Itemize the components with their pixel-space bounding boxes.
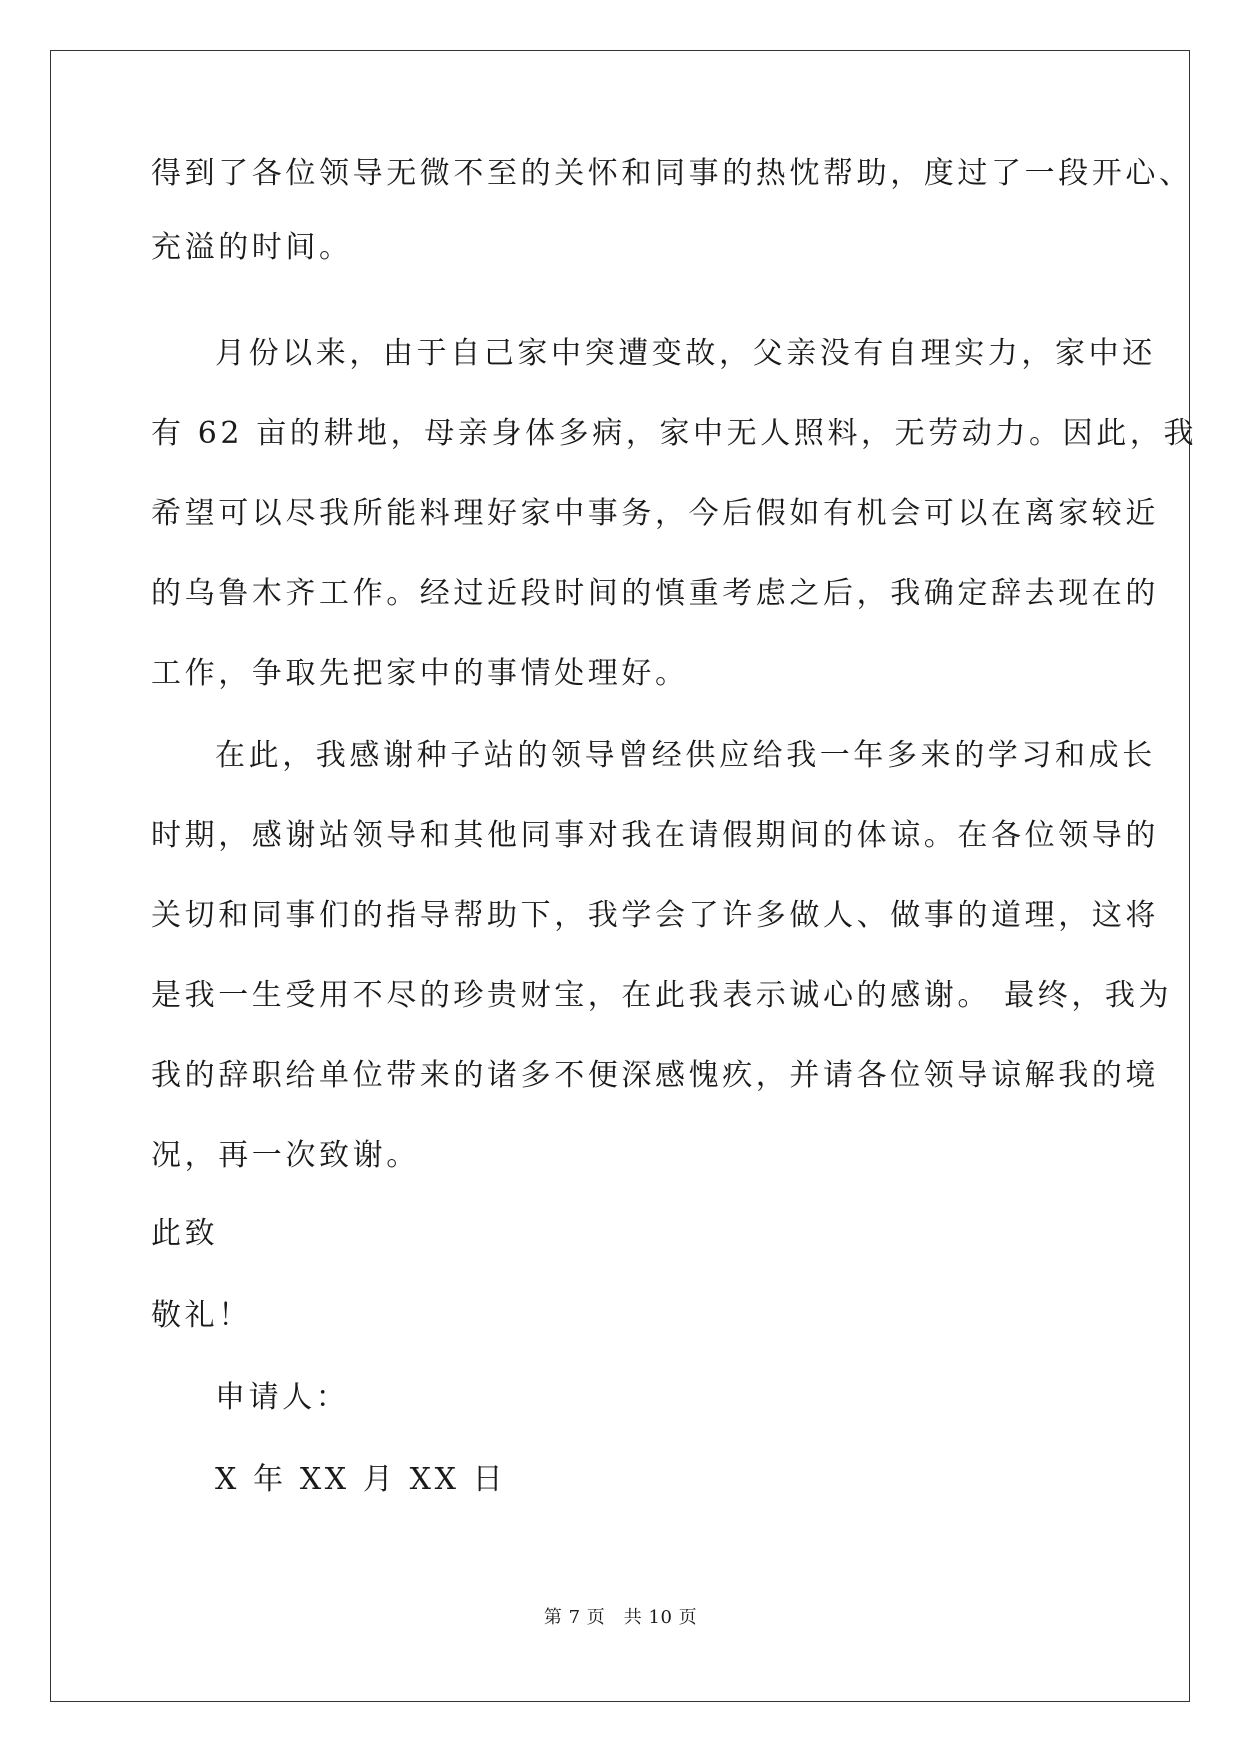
paragraph-2-line-5: 工作，争取先把家中的事情处理好。 <box>151 656 689 691</box>
applicant-label: 申请人： <box>215 1380 350 1415</box>
paragraph-3-line-5: 我的辞职给单位带来的诸多不便深感愧疚，并请各位领导谅解我的境 <box>151 1058 1159 1093</box>
closing-regards: 敬礼！ <box>151 1298 252 1333</box>
paragraph-3-line-3: 关切和同事们的指导帮助下，我学会了许多做人、做事的道理，这将 <box>151 898 1159 933</box>
paragraph-1-line-1: 得到了各位领导无微不至的关怀和同事的热忱帮助，度过了一段开心、 <box>151 156 1193 191</box>
paragraph-1-line-2: 充溢的时间。 <box>151 230 353 265</box>
page-border <box>50 50 1190 1702</box>
paragraph-2-line-3: 希望可以尽我所能料理好家中事务，今后假如有机会可以在离家较近 <box>151 496 1159 531</box>
closing-salutation: 此致 <box>151 1216 219 1251</box>
page-number: 第 7 页 共 10 页 <box>543 1607 698 1628</box>
paragraph-3-line-2: 时期，感谢站领导和其他同事对我在请假期间的体谅。在各位领导的 <box>151 818 1159 853</box>
paragraph-3-line-1: 在此，我感谢种子站的领导曾经供应给我一年多来的学习和成长 <box>215 738 1156 773</box>
paragraph-2-line-2: 有 62 亩的耕地，母亲身体多病，家中无人照料，无劳动力。因此，我 <box>151 416 1198 451</box>
paragraph-2-line-4: 的乌鲁木齐工作。经过近段时间的慎重考虑之后，我确定辞去现在的 <box>151 576 1159 611</box>
date-line: X 年 XX 月 XX 日 <box>215 1462 507 1497</box>
paragraph-3-line-6: 况，再一次致谢。 <box>151 1138 420 1173</box>
paragraph-2-line-1: 月份以来，由于自己家中突遭变故，父亲没有自理实力，家中还 <box>215 336 1156 371</box>
paragraph-3-line-4: 是我一生受用不尽的珍贵财宝，在此我表示诚心的感谢。 最终，我为 <box>151 978 1173 1013</box>
